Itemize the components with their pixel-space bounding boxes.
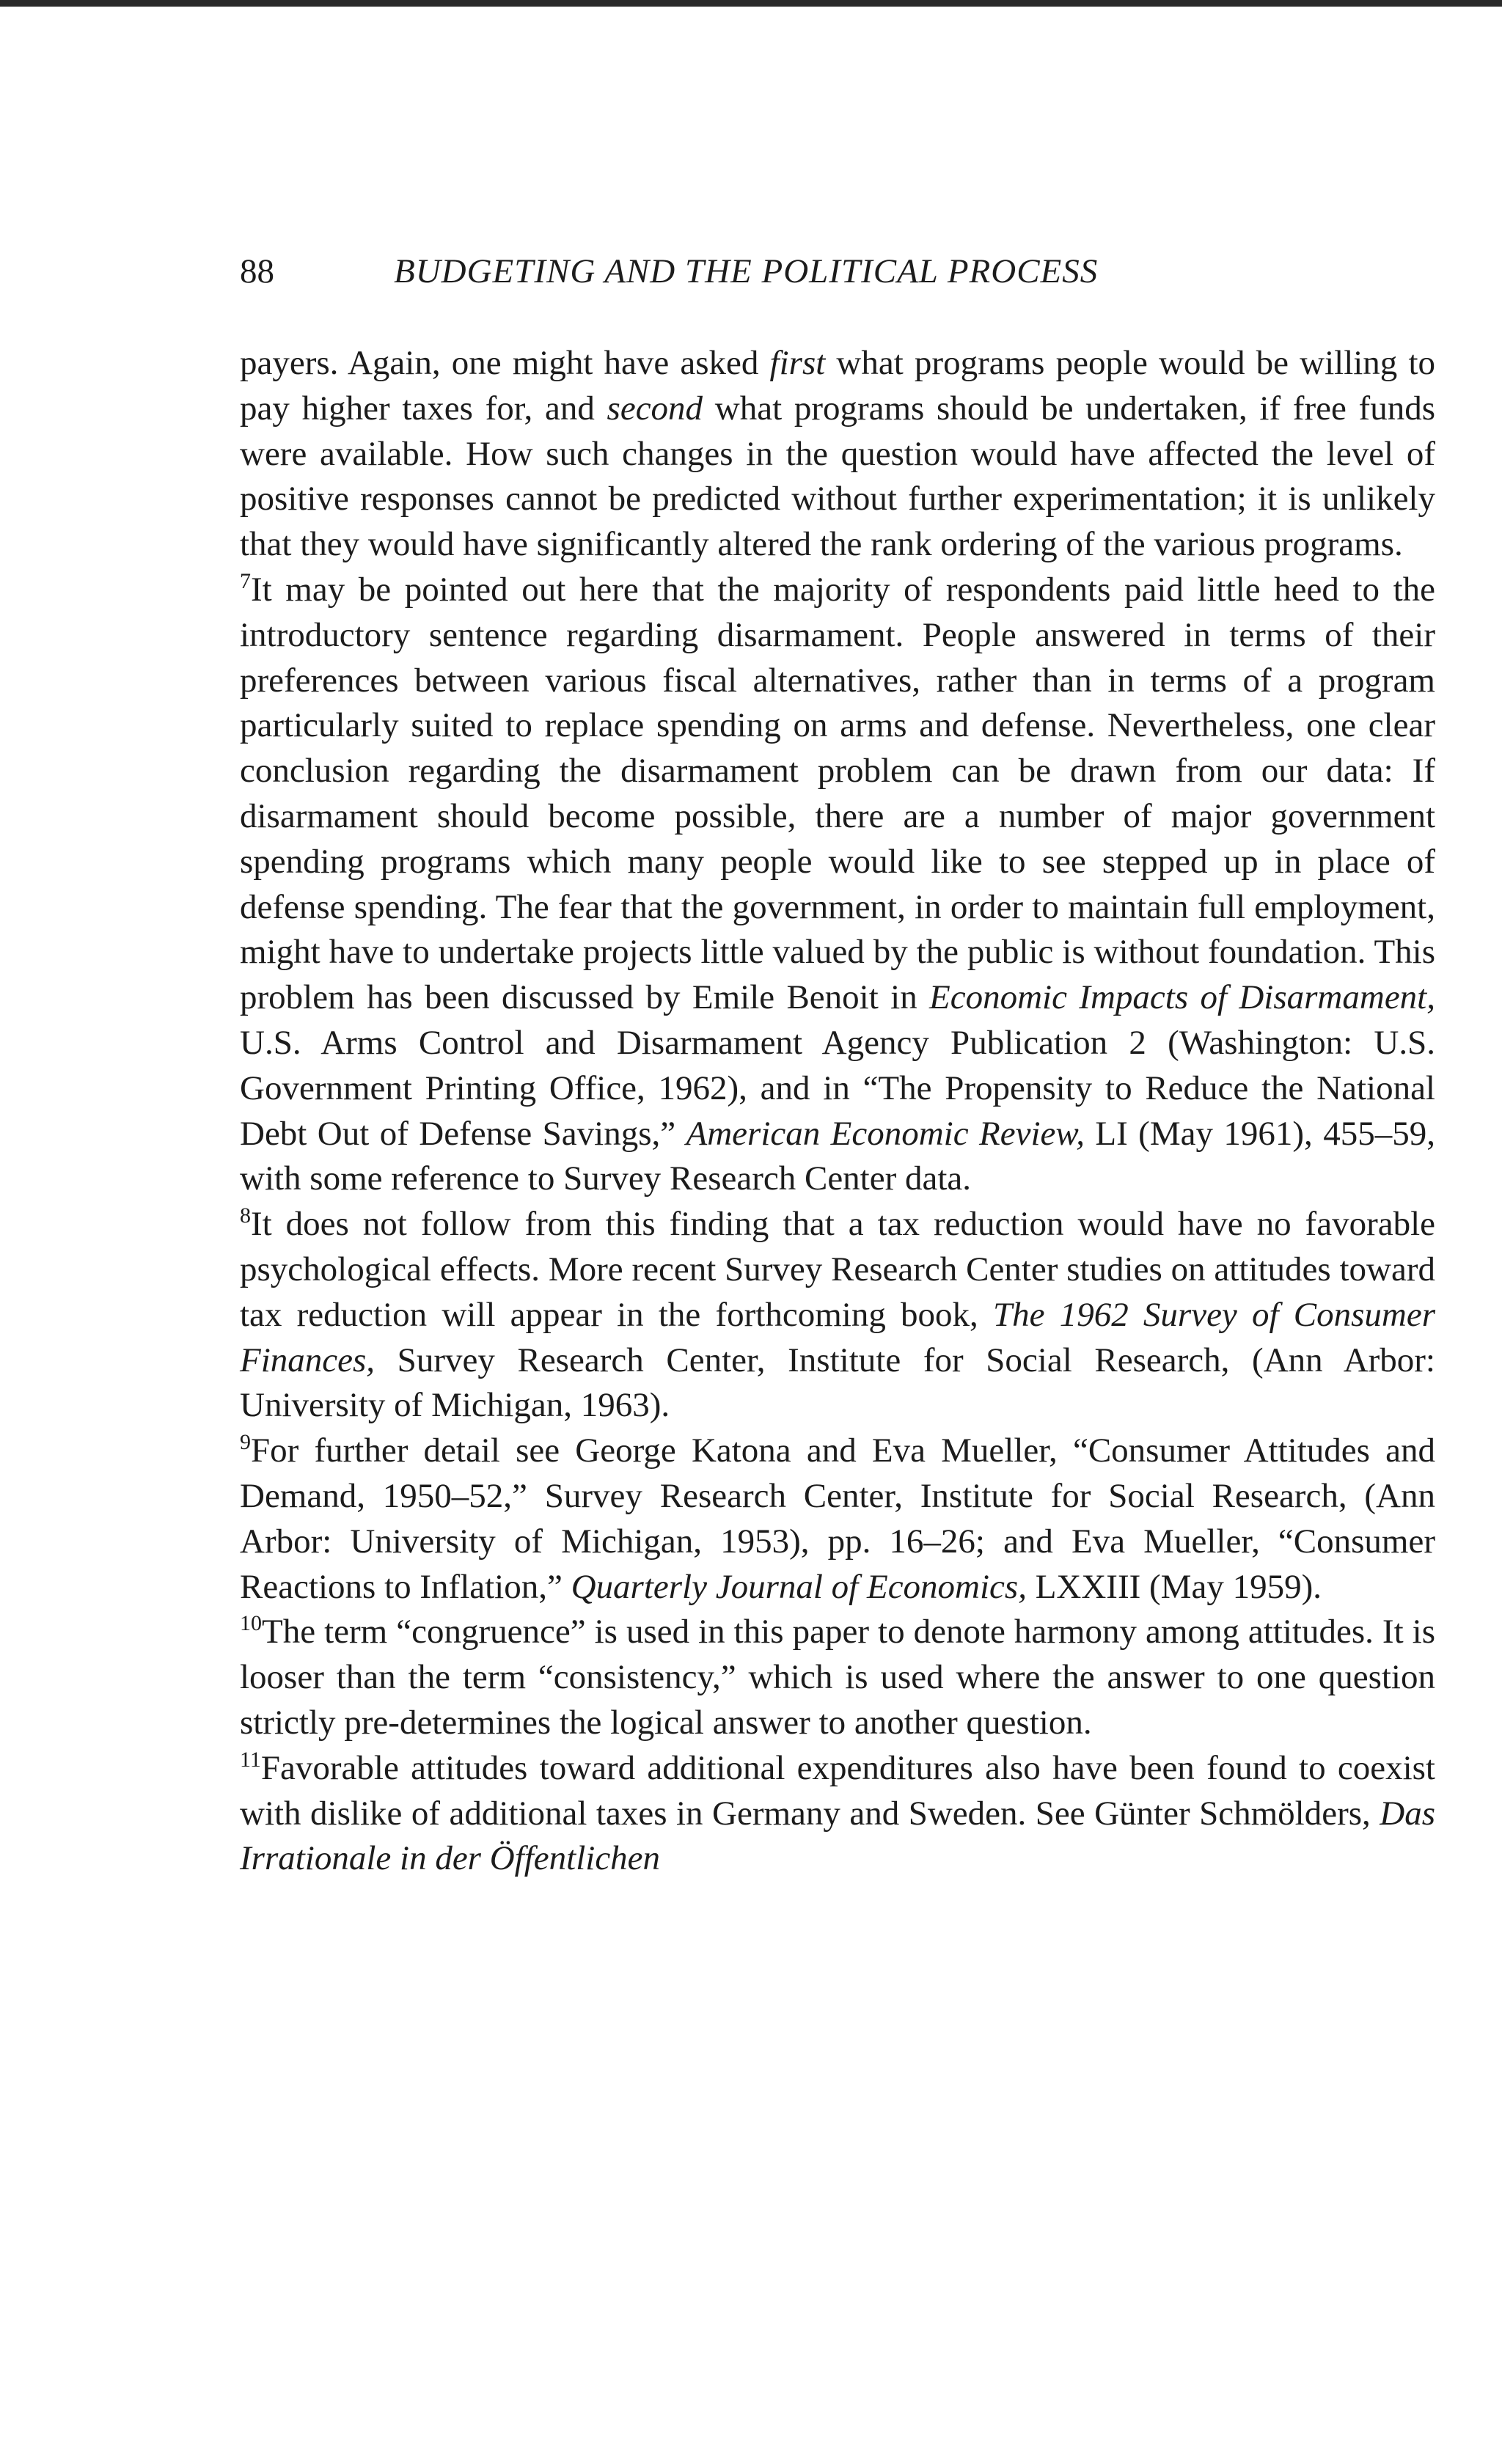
text-block: [240, 341, 1435, 1882]
footnote-10: $^{10}$The term “congruence” is used in this paper to denote harmony among attitudes. It is looser than the term “consistency,” which is used where the answer to one question strictly pre-determines the logical answer to another question.: [240, 1611, 1435, 1742]
footnote-8: $^8$It does not follow from this finding that a tax reduction would have no favorable psychological effects. More recent Survey Research Center studies on attitudes toward tax reduction will appear in the forthcoming book, The 1962 Survey of Consumer Finances, Survey Research Center, Institute for Social Research, (Ann Arbor: University of Michigan, 1963).: [240, 1203, 1435, 1425]
footnote-number: 11: [240, 1747, 261, 1772]
footnote-number: 8: [240, 1203, 251, 1228]
footnote-7: $^7$It may be pointed out here that the majority of respondents paid little heed to the introductory sentence regarding disarmament. People answered in terms of their preferences between various fiscal alternatives, rather than in terms of a program particularly suited to replace spending on arms and defense. Nevertheless, one clear conclusion regarding the disarmament problem can be drawn from our data: If disarmament should become possible, there are a number of major government spending programs which many people would like to see stepped up in place of defense spending. The fear that the government, in order to maintain full employment, might have to undertake projects little valued by the public is without foundation. This problem has been discussed by Emile Benoit in Economic Impacts of Disarmament, U.S. Arms Control and Disarmament Agency Publication 2 (Washington: U.S. Government Printing Office, 1962), and in “The Propensity to Reduce the National Debt Out of Defense Savings,” American Economic Review, LI (May 1961), 455–59, with some reference to Survey Research Center data.: [240, 568, 1435, 1198]
footnote-number: 7: [240, 568, 251, 593]
running-head: [240, 249, 1435, 293]
footnote-number: 10: [240, 1611, 262, 1636]
page-number: 88: [240, 252, 274, 290]
body-paragraph: payers. Again, one might have asked first what programs people would be willing to pay higher taxes for, and second what programs should be undertaken, if free funds were available. How such changes in the question would have affected the level of positive responses cannot be predicted without further experimentation; it is unlikely that they would have significantly altered the rank ordering of the various programs.: [240, 344, 1436, 564]
footnote-number: 9: [240, 1430, 251, 1455]
running-title: BUDGETING AND THE POLITICAL PROCESS: [394, 252, 1099, 290]
footnote-9: $^9$For further detail see George Katona and Eva Mueller, “Consumer Attitudes and Demand, 1950–52,” Survey Research Center, Institute for Social Research, (Ann Arbor: University of Michigan, 1953), pp. 16–26; and Eva Mueller, “Consumer Reactions to Inflation,” Quarterly Journal of Economics, LXXIII (May 1959).: [240, 1430, 1435, 1606]
top-rule: [0, 0, 1502, 7]
footnote-11: $^{11}$Favorable attitudes toward additional expenditures also have been found to coexist with dislike of additional taxes in Germany and Sweden. See Günter Schmölders, Das Irrationale in der Öffentlichen: [240, 1747, 1435, 1878]
